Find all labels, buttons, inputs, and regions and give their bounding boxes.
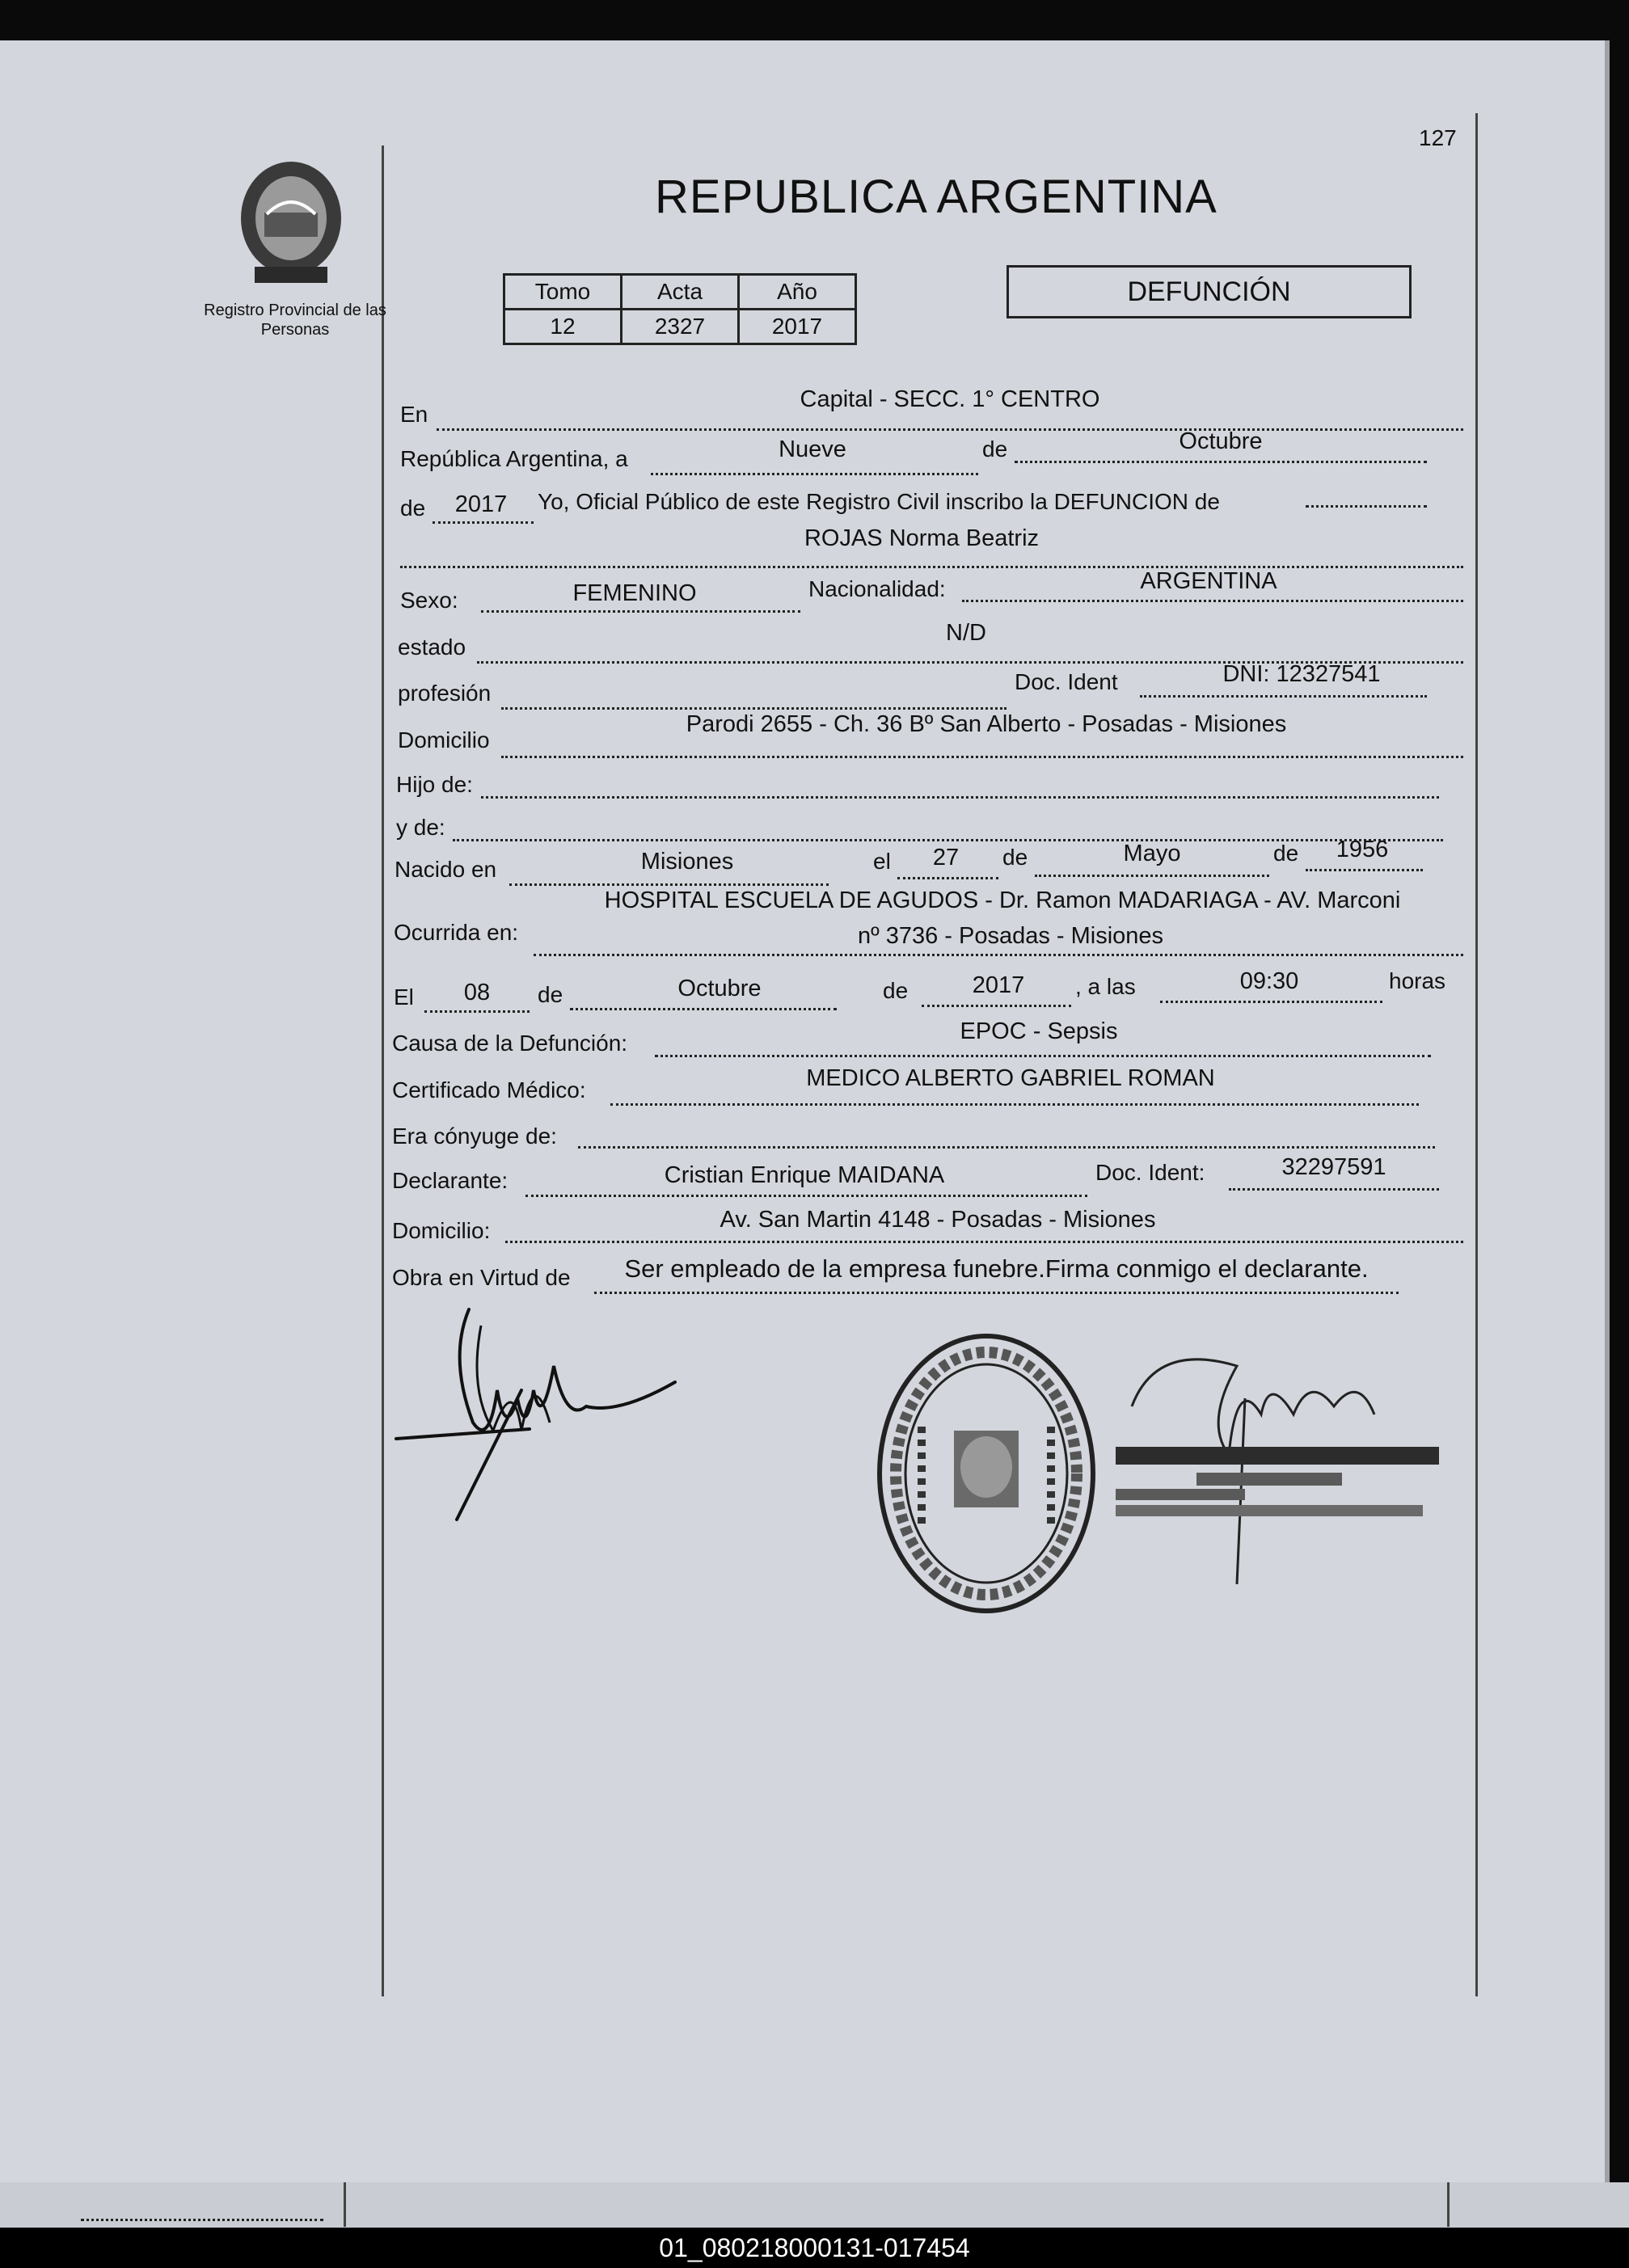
obra-value: Ser empleado de la empresa funebre.Firma conmigo el declarante. — [624, 1254, 1369, 1283]
estado-value: N/D — [946, 620, 986, 646]
left-margin-rule — [382, 145, 384, 1996]
registry-label: Registro Provincial de las Personas — [204, 301, 386, 339]
acta-value: 2327 — [622, 310, 739, 344]
death-time-line — [1160, 1001, 1382, 1003]
death-day: 08 — [463, 980, 491, 1005]
ocurrida-line1: HOSPITAL ESCUELA DE AGUDOS - Dr. Ramon MADARIAGA - AV. Marconi — [604, 887, 1401, 913]
right-margin-rule — [1475, 113, 1478, 1996]
horas-label: horas — [1389, 968, 1446, 993]
birth-day: 27 — [932, 845, 960, 871]
acta-header: Acta — [622, 275, 739, 310]
nacido-label: Nacido en — [395, 857, 497, 882]
oficial-text: Yo, Oficial Público de este Registro Civil inscribo la DEFUNCION de — [538, 489, 1220, 514]
tomo-header: Tomo — [504, 275, 622, 310]
declarante-value: Cristian Enrique MAIDANA — [664, 1162, 945, 1188]
bottom-strip-rule-1 — [344, 2182, 346, 2227]
day-value: Nueve — [779, 436, 846, 462]
nacionalidad-label: Nacionalidad: — [808, 576, 946, 601]
el-label: el — [873, 849, 891, 874]
yde-label: y de: — [396, 815, 445, 840]
death-year-line — [922, 1005, 1071, 1007]
official-seal — [873, 1330, 1099, 1617]
page-bottom-strip — [0, 2182, 1629, 2231]
domicilio-line — [501, 756, 1463, 758]
birth-year-line — [1306, 869, 1423, 871]
causa-line — [655, 1055, 1431, 1057]
en-label: En — [400, 402, 428, 427]
de-label: de — [982, 436, 1008, 462]
hijo-label: Hijo de: — [396, 772, 473, 797]
death-year: 2017 — [972, 972, 1025, 998]
decl-doc-label: Doc. Ident: — [1095, 1160, 1205, 1185]
el2-label: El — [394, 984, 414, 1010]
death-month-line — [570, 1008, 837, 1010]
doc-value: DNI: 12327541 — [1222, 661, 1381, 687]
month-line — [1015, 461, 1427, 463]
alas-label: , a las — [1075, 974, 1136, 999]
coat-of-arms-emblem — [230, 158, 352, 291]
ocurrida-line — [534, 954, 1463, 956]
book-reference-table — [503, 273, 857, 345]
birth-year: 1956 — [1336, 837, 1389, 862]
certificado-label: Certificado Médico: — [392, 1077, 586, 1102]
hijo-line — [481, 796, 1439, 799]
birth-month-line — [1035, 875, 1269, 877]
footer-file-code: 01_080218000131-017454 — [0, 2228, 1629, 2268]
nacionalidad-line — [962, 600, 1463, 602]
profesion-line — [501, 707, 1007, 710]
deceased-name: ROJAS Norma Beatriz — [804, 525, 1040, 551]
causa-label: Causa de la Defunción: — [392, 1031, 628, 1056]
sexo-line — [481, 610, 800, 613]
declarante-label: Declarante: — [392, 1168, 509, 1193]
declarant-signature — [392, 1293, 691, 1536]
birth-month: Mayo — [1123, 841, 1181, 866]
birth-day-line — [897, 877, 998, 879]
day-line — [651, 473, 978, 475]
de2-label: de — [400, 495, 426, 521]
conyuge-label: Era cónyuge de: — [392, 1123, 557, 1149]
decl-doc-line — [1229, 1188, 1439, 1191]
profesion-label: profesión — [398, 681, 492, 706]
domicilio2-label: Domicilio: — [392, 1218, 491, 1243]
oficial-line — [1306, 505, 1427, 508]
bottom-strip-rule-2 — [1447, 2182, 1450, 2227]
domicilio-value: Parodi 2655 - Ch. 36 Bº San Alberto - Posadas - Misiones — [686, 711, 1287, 737]
en-value: Capital - SECC. 1° CENTRO — [800, 386, 1100, 412]
tomo-value: 12 — [504, 310, 622, 344]
death-day-line — [424, 1010, 530, 1013]
doc-line — [1140, 695, 1427, 698]
bottom-strip-dots — [81, 2219, 323, 2221]
page-number: 127 — [1419, 125, 1457, 150]
ocurrida-line2: nº 3736 - Posadas - Misiones — [857, 923, 1164, 949]
birth-de2-label: de — [1273, 841, 1299, 866]
obra-label: Obra en Virtud de — [392, 1265, 571, 1290]
death-de2-label: de — [883, 978, 909, 1003]
year-line — [433, 521, 534, 524]
sexo-label: Sexo: — [400, 588, 458, 613]
record-type-box: DEFUNCIÓN — [1007, 265, 1412, 318]
anio-value: 2017 — [739, 310, 856, 344]
domicilio-label: Domicilio — [398, 727, 490, 752]
death-de1-label: de — [538, 982, 563, 1007]
causa-value: EPOC - Sepsis — [960, 1018, 1118, 1044]
page-title: REPUBLICA ARGENTINA — [655, 171, 1218, 223]
decl-doc-value: 32297591 — [1281, 1154, 1386, 1180]
obra-line — [594, 1292, 1399, 1294]
anio-header: Año — [739, 275, 856, 310]
sexo-value: FEMENINO — [572, 580, 697, 606]
month-value: Octubre — [1179, 428, 1263, 454]
nacionalidad-value: ARGENTINA — [1140, 568, 1277, 594]
year-value: 2017 — [454, 491, 508, 517]
official-stamp-signature — [1108, 1326, 1447, 1584]
nacido-value: Misiones — [640, 849, 734, 875]
republica-label: República Argentina, a — [400, 446, 628, 471]
ocurrida-label: Ocurrida en: — [394, 920, 519, 945]
estado-label: estado — [398, 634, 466, 660]
domicilio2-line — [505, 1241, 1463, 1243]
conyuge-line — [578, 1146, 1435, 1149]
declarante-line — [525, 1195, 1087, 1197]
certificado-line — [610, 1103, 1419, 1106]
death-time: 09:30 — [1239, 968, 1299, 994]
birth-de1-label: de — [1002, 845, 1028, 870]
domicilio2-value: Av. San Martin 4148 - Posadas - Misiones — [720, 1207, 1156, 1233]
nacido-line — [509, 883, 829, 886]
certificado-value: MEDICO ALBERTO GABRIEL ROMAN — [806, 1065, 1215, 1091]
doc-label: Doc. Ident — [1015, 669, 1118, 694]
death-month: Octubre — [677, 976, 762, 1001]
